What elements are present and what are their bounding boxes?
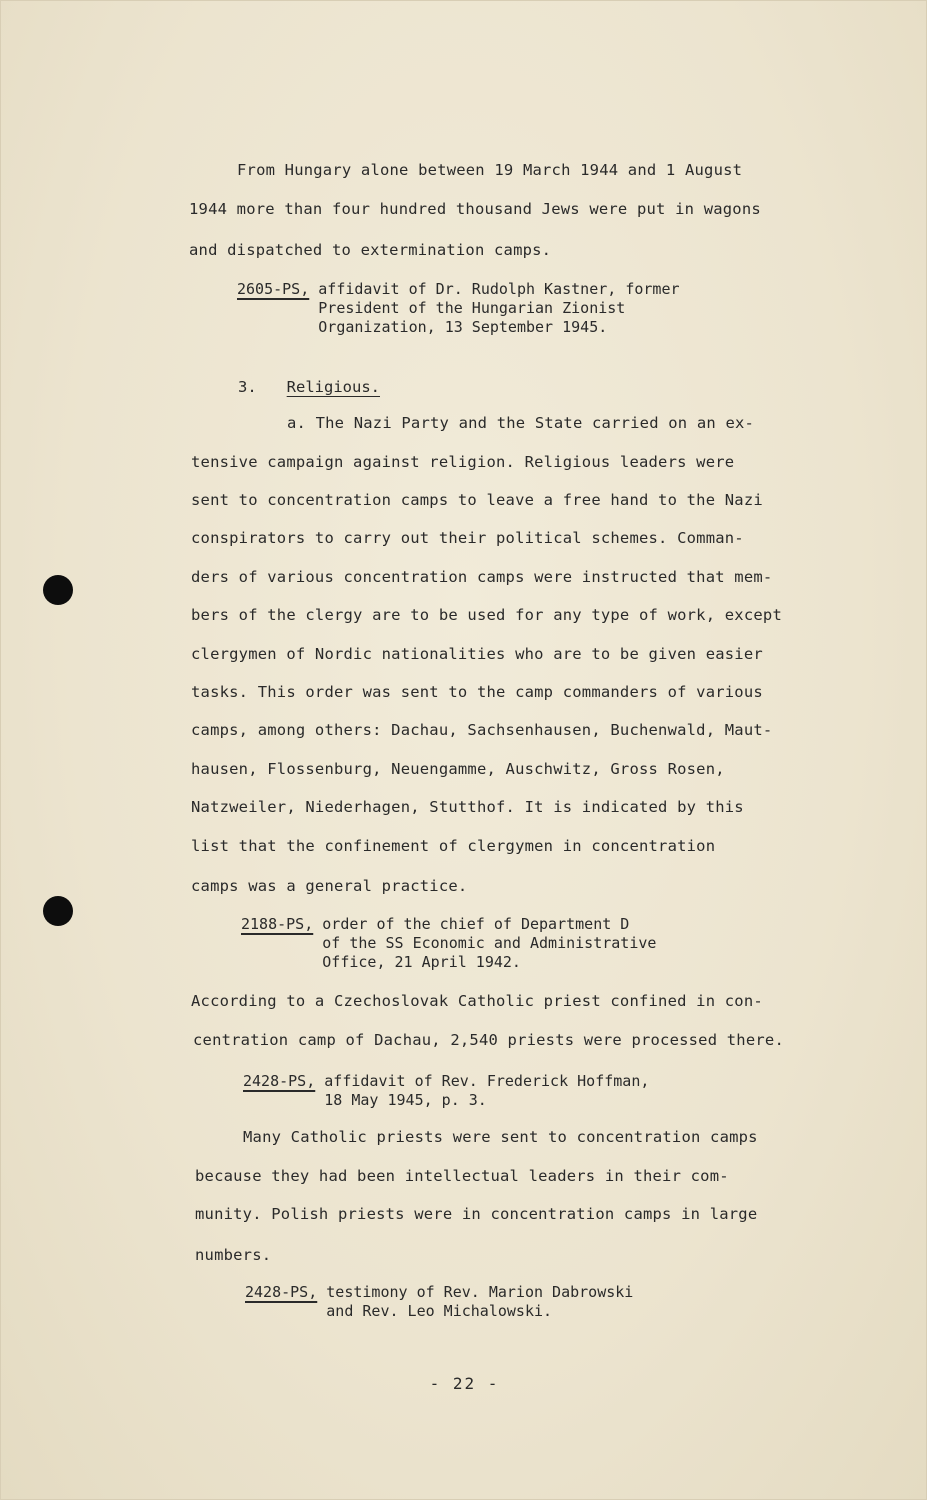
paragraph3-line-1: According to a Czechoslovak Catholic priest confined in con- xyxy=(191,992,763,1010)
paragraph2-line-9: camps, among others: Dachau, Sachsenhausen, Buchenwald, Maut- xyxy=(191,721,773,739)
citation-line: order of the chief of Department D xyxy=(322,915,630,933)
citation-body xyxy=(326,1283,633,1321)
paragraph2-line-2: tensive campaign against religion. Religious leaders were xyxy=(191,453,735,471)
page-number: - 22 - xyxy=(429,1374,500,1393)
citation-line: Organization, 13 September 1945. xyxy=(318,318,608,336)
citation-ref: 2428-PS, xyxy=(245,1283,318,1301)
citation-ref: 2605-PS, xyxy=(237,280,310,298)
citation-2428-ps-testimony xyxy=(245,1283,633,1321)
paragraph2-line-6: bers of the clergy are to be used for any type of work, except xyxy=(191,606,782,624)
citation-line: 18 May 1945, p. 3. xyxy=(324,1091,487,1109)
citation-body xyxy=(318,280,679,337)
paragraph2-line-8: tasks. This order was sent to the camp commanders of various xyxy=(191,683,763,701)
paragraph2-line-11: Natzweiler, Niederhagen, Stutthof. It is indicated by this xyxy=(191,798,744,816)
paragraph2-line-1: a. The Nazi Party and the State carried on an ex- xyxy=(287,414,755,432)
paragraph2-line-5: ders of various concentration camps were instructed that mem- xyxy=(191,568,773,586)
citation-line: affidavit of Rev. Frederick Hoffman, xyxy=(324,1072,650,1090)
paragraph2-line-13: camps was a general practice. xyxy=(191,877,468,895)
punch-hole-lower xyxy=(43,896,73,926)
citation-body xyxy=(324,1072,649,1110)
paragraph4-line-2: because they had been intellectual leaders in their com- xyxy=(195,1167,729,1185)
section-heading xyxy=(238,378,380,396)
paragraph2-line-3: sent to concentration camps to leave a free hand to the Nazi xyxy=(191,491,763,509)
paragraph2-line-10: hausen, Flossenburg, Neuengamme, Auschwitz, Gross Rosen, xyxy=(191,760,725,778)
citation-line: Office, 21 April 1942. xyxy=(322,953,521,971)
citation-line: and Rev. Leo Michalowski. xyxy=(326,1302,553,1320)
paragraph1-line-1: From Hungary alone between 19 March 1944 and 1 August xyxy=(237,161,743,179)
section-number: 3. xyxy=(238,378,257,396)
citation-2188-ps xyxy=(241,915,656,972)
paragraph1-line-2: 1944 more than four hundred thousand Jews were put in wagons xyxy=(189,200,761,218)
paragraph2-line-12: list that the confinement of clergymen in concentration xyxy=(191,837,716,855)
paragraph3-line-2: centration camp of Dachau, 2,540 priests were processed there. xyxy=(193,1031,784,1049)
citation-ref: 2188-PS, xyxy=(241,915,314,933)
paragraph2-line-4: conspirators to carry out their political schemes. Comman- xyxy=(191,529,744,547)
paragraph4-line-4: numbers. xyxy=(195,1246,272,1264)
paragraph4-line-3: munity. Polish priests were in concentration camps in large xyxy=(195,1205,758,1223)
citation-line: affidavit of Dr. Rudolph Kastner, former xyxy=(318,280,680,298)
paragraph2-line-7: clergymen of Nordic nationalities who are to be given easier xyxy=(191,645,763,663)
citation-line: President of the Hungarian Zionist xyxy=(318,299,626,317)
punch-hole-upper xyxy=(43,575,73,605)
section-title: Religious. xyxy=(286,378,380,396)
paragraph4-line-1: Many Catholic priests were sent to concentration camps xyxy=(243,1128,758,1146)
citation-line: testimony of Rev. Marion Dabrowski xyxy=(326,1283,634,1301)
citation-2605-ps xyxy=(237,280,680,337)
citation-line: of the SS Economic and Administrative xyxy=(322,934,657,952)
paragraph1-line-3: and dispatched to extermination camps. xyxy=(189,241,552,259)
citation-ref: 2428-PS, xyxy=(243,1072,316,1090)
citation-2428-ps-affidavit xyxy=(243,1072,649,1110)
citation-body xyxy=(322,915,656,972)
